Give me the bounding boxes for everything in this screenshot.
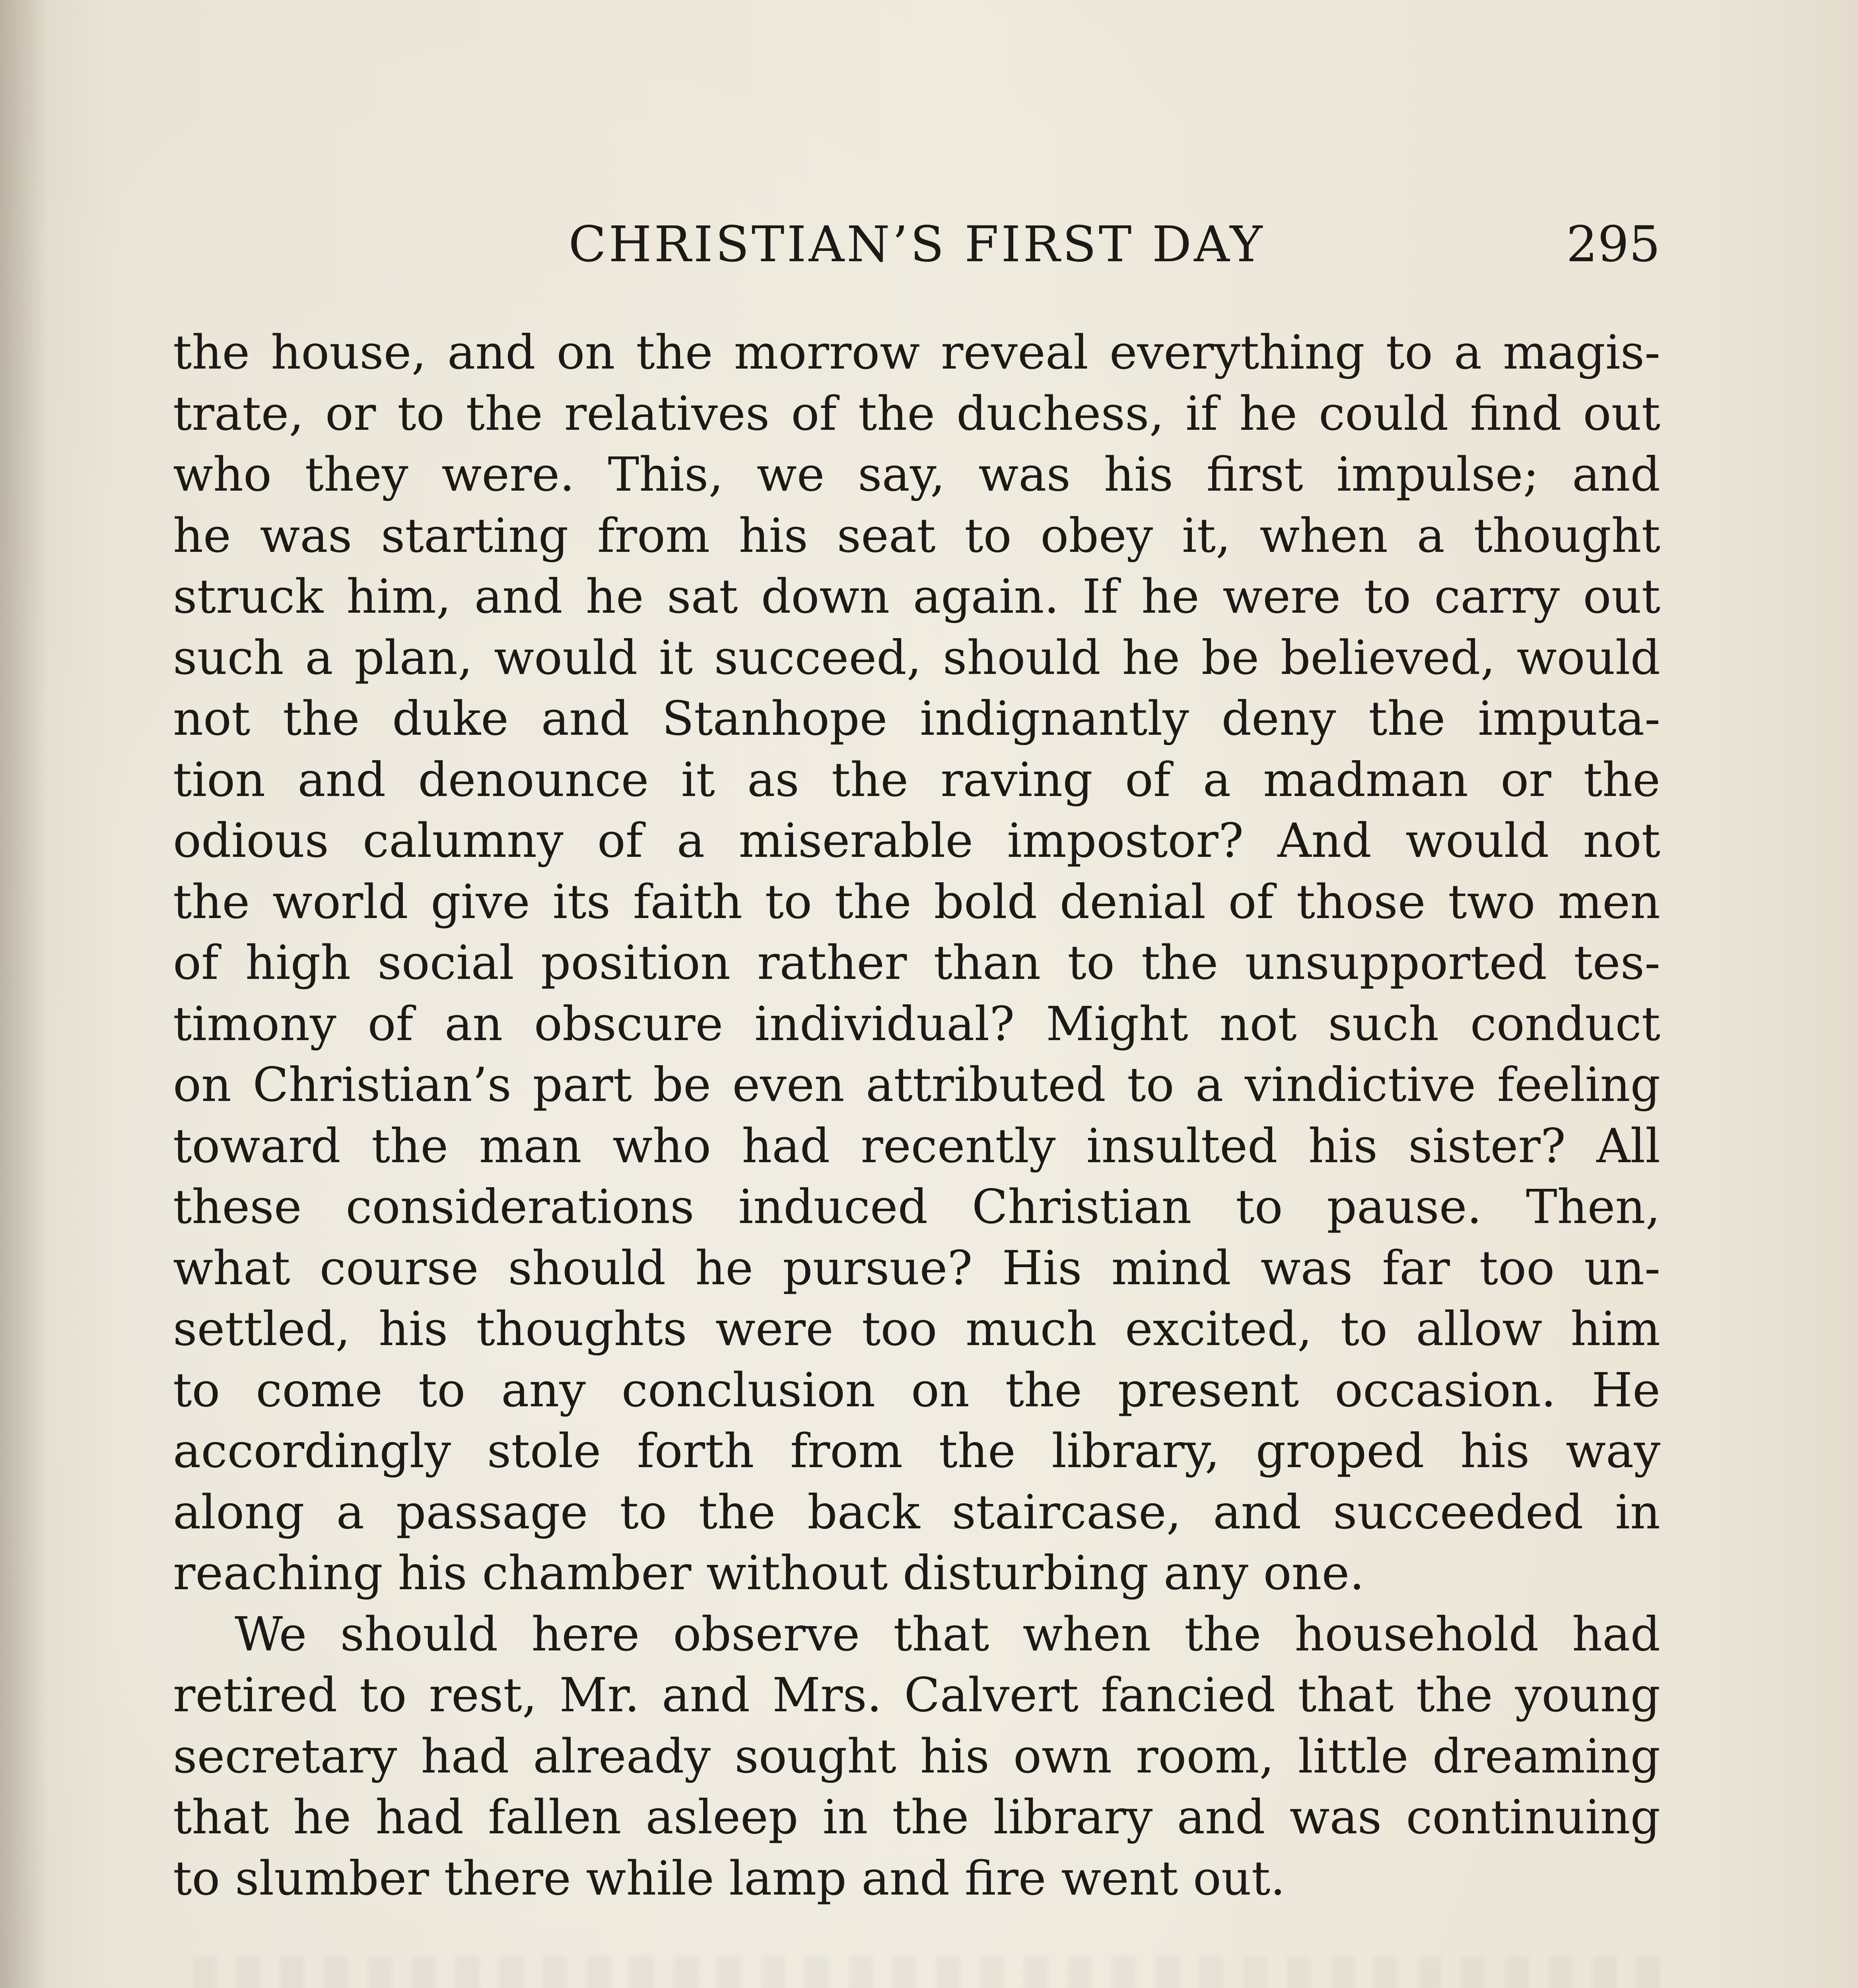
text-line: timony of an obscure individual? Might not such conduct [173,996,1660,1051]
text-line: toward the man who had recently insulted his sister? All [173,1118,1660,1173]
text-line: trate, or to the relatives of the duchess, if he could find out [173,386,1660,441]
running-title: CHRISTIAN’S FIRST DAY [568,216,1265,273]
text-line: to come to any conclusion on the present occasion. He [173,1362,1660,1417]
text-line: the world give its faith to the bold denial of those two men [173,874,1660,929]
text-line: retired to rest, Mr. and Mrs. Calvert fancied that the young [173,1668,1660,1722]
text-line: on Christian’s part be even attributed to a vindictive feeling [173,1057,1660,1112]
text-line: along a passage to the back staircase, and succeeded in [173,1484,1660,1540]
paragraph-1 [173,322,1660,1604]
text-line: odious calumny of a miserable impostor? And would not [173,813,1660,868]
spine-shadow [0,0,48,1988]
text-line: secretary had already sought his own room, little dreaming [173,1728,1660,1784]
text-line: struck him, and he sat down again. If he were to carry out [173,569,1660,624]
running-head [173,211,1660,278]
body-text [173,322,1660,1909]
text-line: not the duke and Stanhope indignantly deny the imputa- [173,691,1660,746]
text-line: to slumber there while lamp and fire went out. [173,1850,1285,1906]
text-line: We should here observe that when the household had [235,1606,1660,1662]
text-line: that he had fallen asleep in the library and was continuing [173,1790,1660,1844]
paragraph-2 [173,1604,1660,1909]
bleed-line [173,1956,1660,1988]
text-line: who they were. This, we say, was his first impulse; and [173,447,1660,502]
text-line: of high social position rather than to the unsupported tes- [173,935,1660,990]
text-line: tion and denounce it as the raving of a madman or the [173,752,1660,807]
text-line: settled, his thoughts were too much excited, to allow him [173,1301,1660,1356]
text-line: the house, and on the morrow reveal everything to a magis- [173,325,1660,380]
page-number: 295 [1566,216,1660,273]
text-line: what course should he pursue? His mind was far too un- [173,1240,1660,1295]
text-line: such a plan, would it succeed, should he be believed, would [173,630,1660,685]
text-line: accordingly stole forth from the library, groped his way [173,1423,1660,1478]
text-line: he was starting from his seat to obey it, when a thought [173,508,1660,563]
text-line: these considerations induced Christian to pause. Then, [173,1179,1660,1234]
show-through-bleed [173,1940,1660,1988]
text-line: reaching his chamber without disturbing any one. [173,1545,1364,1600]
